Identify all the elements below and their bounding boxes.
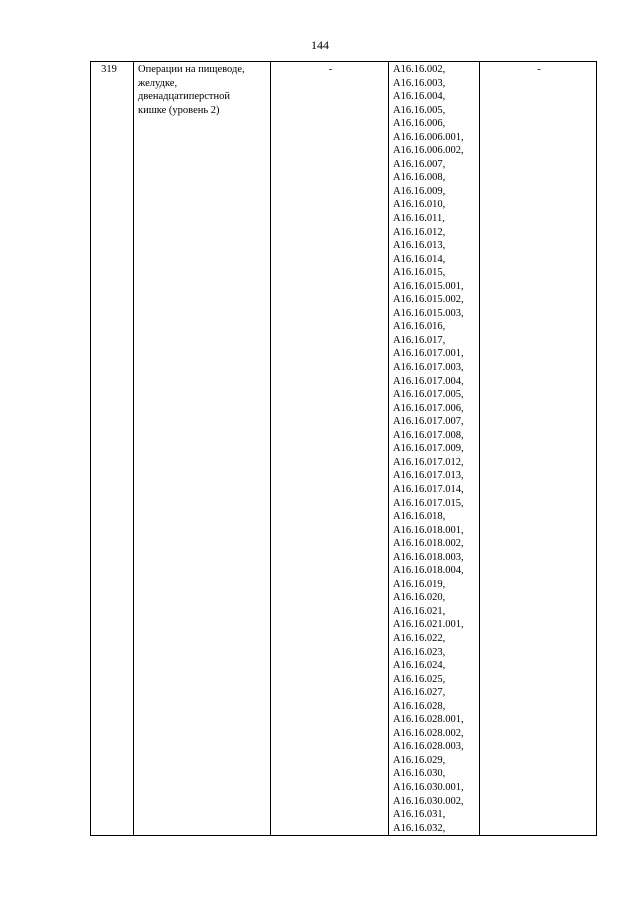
service-code: A16.16.017, bbox=[393, 334, 446, 346]
service-code: A16.16.009, bbox=[393, 185, 446, 197]
service-codes-cell bbox=[389, 62, 480, 836]
service-code: A16.16.023, bbox=[393, 646, 446, 658]
service-code: A16.16.017.015, bbox=[393, 497, 464, 509]
service-code: A16.16.022, bbox=[393, 632, 446, 644]
service-code: A16.16.017.003, bbox=[393, 362, 464, 374]
name-line: двенадцатиперстной bbox=[138, 91, 231, 103]
table-row bbox=[91, 62, 597, 836]
service-code: A16.16.028, bbox=[393, 700, 446, 712]
service-code: A16.16.011, bbox=[393, 213, 445, 225]
service-code: A16.16.018.002, bbox=[393, 538, 464, 550]
service-code-list bbox=[393, 63, 477, 835]
service-code: A16.16.020, bbox=[393, 592, 446, 604]
service-code: A16.16.012, bbox=[393, 226, 446, 238]
page-number: 144 bbox=[311, 38, 329, 52]
service-code: A16.16.028.001, bbox=[393, 714, 464, 726]
service-code: A16.16.018, bbox=[393, 511, 446, 523]
name-line: Операции на пищеводе, bbox=[138, 64, 245, 75]
service-code: A16.16.005, bbox=[393, 104, 446, 116]
service-code: A16.16.017.012, bbox=[393, 456, 464, 468]
service-code: A16.16.004, bbox=[393, 91, 446, 103]
service-code: A16.16.015, bbox=[393, 267, 446, 279]
row-number-cell: 319 bbox=[91, 62, 134, 836]
service-code: A16.16.007, bbox=[393, 158, 446, 170]
service-code: A16.16.017.013, bbox=[393, 470, 464, 482]
service-code: A16.16.017.006, bbox=[393, 402, 464, 414]
service-code: A16.16.029, bbox=[393, 754, 446, 766]
service-code: A16.16.019, bbox=[393, 578, 446, 590]
service-code: A16.16.015.003, bbox=[393, 307, 464, 319]
service-code: A16.16.017.009, bbox=[393, 443, 464, 455]
row-name-cell bbox=[134, 62, 271, 836]
service-code: A16.16.017.008, bbox=[393, 429, 464, 441]
service-code: A16.16.018.003, bbox=[393, 551, 464, 563]
service-code: A16.16.017.007, bbox=[393, 416, 464, 428]
service-code: A16.16.015.002, bbox=[393, 294, 464, 306]
service-code: A16.16.008, bbox=[393, 172, 446, 184]
service-code: A16.16.016, bbox=[393, 321, 446, 333]
service-code: A16.16.015.001, bbox=[393, 280, 464, 292]
service-code: A16.16.013, bbox=[393, 240, 446, 252]
service-code: A16.16.028.002, bbox=[393, 727, 464, 739]
service-code: A16.16.030, bbox=[393, 768, 446, 780]
service-code: A16.16.027, bbox=[393, 687, 446, 699]
service-code: A16.16.002, bbox=[393, 64, 446, 75]
service-code: A16.16.014, bbox=[393, 253, 446, 265]
service-code: A16.16.024, bbox=[393, 660, 446, 672]
service-code: A16.16.032, bbox=[393, 822, 446, 834]
name-line: желудке, bbox=[138, 77, 178, 89]
service-code: A16.16.021.001, bbox=[393, 619, 464, 631]
service-code: A16.16.006.002, bbox=[393, 145, 464, 157]
service-code: A16.16.021, bbox=[393, 605, 446, 617]
service-code: A16.16.018.001, bbox=[393, 524, 464, 536]
service-code: A16.16.003, bbox=[393, 77, 446, 89]
service-code: A16.16.031, bbox=[393, 809, 446, 821]
service-code: A16.16.017.001, bbox=[393, 348, 464, 360]
column5-cell: - bbox=[480, 62, 597, 836]
document-table bbox=[90, 61, 597, 836]
service-code: A16.16.017.004, bbox=[393, 375, 464, 387]
service-code: A16.16.018.004, bbox=[393, 565, 464, 577]
service-code: A16.16.028.003, bbox=[393, 741, 464, 753]
service-code: A16.16.006.001, bbox=[393, 131, 464, 143]
service-code: A16.16.017.014, bbox=[393, 483, 464, 495]
service-code: A16.16.025, bbox=[393, 673, 446, 685]
service-code: A16.16.006, bbox=[393, 118, 446, 130]
service-code: A16.16.030.002, bbox=[393, 795, 464, 807]
service-code: A16.16.010, bbox=[393, 199, 446, 211]
column3-cell: - bbox=[271, 62, 389, 836]
name-line: кишке (уровень 2) bbox=[138, 104, 220, 116]
service-code: A16.16.017.005, bbox=[393, 389, 464, 401]
service-code: A16.16.030.001, bbox=[393, 781, 464, 793]
